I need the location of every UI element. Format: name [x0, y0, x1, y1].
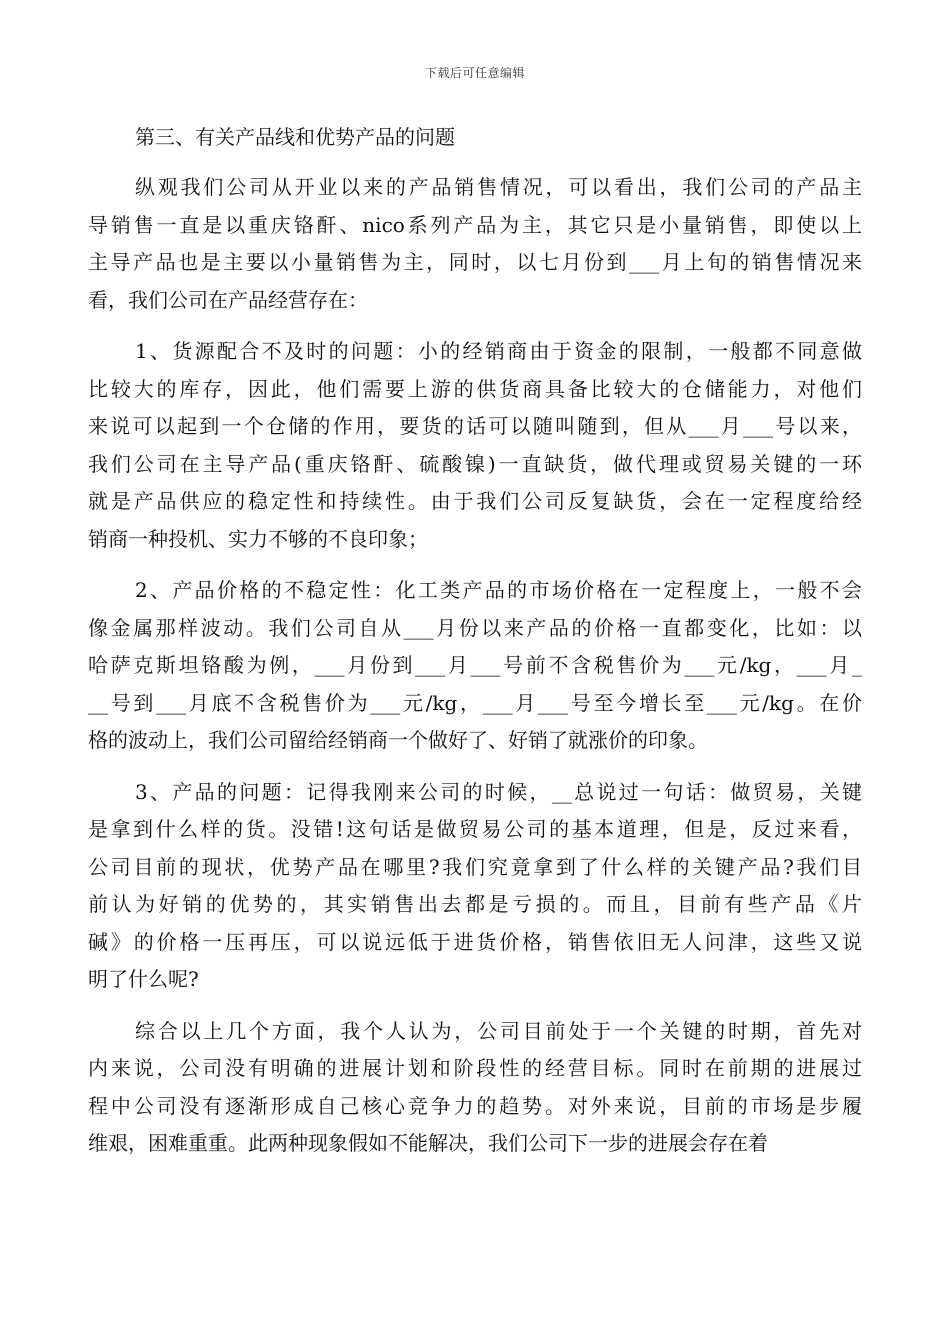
paragraph-list	[88, 169, 862, 1163]
paragraph-line: 1、货源配合不及时的问题：小的经销商由于资金的限制，一般都不同意做	[135, 339, 862, 363]
paragraph-line: 纵观我们公司从开业以来的产品销售情况，可以看出，我们公司的产品主	[135, 175, 862, 199]
paragraph-line: 看，我们公司在产品经营存在：	[88, 287, 368, 312]
section-title: 第三、有关产品线和优势产品的问题	[135, 125, 455, 149]
paragraph-line: 综合以上几个方面，我个人认为，公司目前处于一个关键的时期，首先对	[135, 1018, 862, 1043]
paragraph	[88, 333, 862, 558]
paragraph-line: 格的波动上，我们公司留给经销商一个做好了、好销了就涨价的印象。	[88, 728, 708, 752]
header-note: 下载后可任意编辑	[424, 66, 525, 80]
paragraph-line: 导销售一直是以重庆铬酐、nico系列产品为主，其它只是小量销售，即使以上	[88, 212, 862, 237]
paragraph-line: 来说可以起到一个仓储的作用，要货的话可以随叫随到，但从___月___号以来，	[88, 414, 862, 438]
paragraph	[88, 169, 862, 319]
paragraph-line: 是拿到什么样的货。没错!这句话是做贸易公司的基本道理，但是，反过来看，	[88, 817, 862, 841]
paragraph-line: 就是产品供应的稳定性和持续性。由于我们公司反复缺货，会在一定程度给经	[88, 489, 862, 513]
paragraph-line: 我们公司在主导产品(重庆铬酐、硫酸镍)一直缺货，做代理或贸易关键的一环	[88, 451, 862, 476]
paragraph-line: 内来说，公司没有明确的进展计划和阶段性的经营目标。同时在前期的进展过	[88, 1056, 862, 1080]
paragraph-line: 明了什么呢?	[88, 967, 199, 991]
paragraph	[88, 572, 862, 760]
paragraph-line: 前认为好销的优势的，其实销售出去都是亏损的。而且，目前有些产品《片	[88, 892, 862, 916]
paragraph-line: __号到___月底不含税售价为___元/kg，___月___号至今增长至___元/kg。在价	[88, 690, 862, 715]
paragraph-line: 程中公司没有逐渐形成自己核心竞争力的趋势。对外来说，目前的市场是步履	[88, 1093, 862, 1118]
paragraph	[88, 774, 862, 999]
paragraph-line: 像金属那样波动。我们公司自从___月份以来产品的价格一直都变化，比如：以	[88, 615, 862, 640]
paragraph-line: 比较大的库存，因此，他们需要上游的供货商具备比较大的仓储能力，对他们	[88, 376, 862, 401]
paragraph-line: 销商一种投机、实力不够的不良印象；	[88, 526, 428, 551]
paragraph-line: 2、产品价格的不稳定性：化工类产品的市场价格在一定程度上，一般不会	[135, 578, 862, 602]
paragraph-line: 维艰，困难重重。此两种现象假如不能解决，我们公司下一步的进展会存在着	[88, 1131, 768, 1155]
paragraph	[88, 1013, 862, 1163]
paragraph-line: 碱》的价格一压再压，可以说远低于进货价格，销售依旧无人问津，这些又说	[88, 929, 862, 954]
paragraph-line: 3、产品的问题：记得我刚来公司的时候，__总说过一句话：做贸易，关键	[135, 779, 862, 804]
paragraph-line: 哈萨克斯坦铬酸为例，___月份到___月___号前不含税售价为___元/kg，___月_	[88, 653, 862, 677]
paragraph-line: 主导产品也是主要以小量销售为主，同时，以七月份到___月上旬的销售情况来	[88, 250, 862, 274]
document-body	[88, 118, 862, 1177]
paragraph-line: 公司目前的现状，优势产品在哪里?我们究竟拿到了什么样的关键产品?我们目	[88, 854, 862, 879]
